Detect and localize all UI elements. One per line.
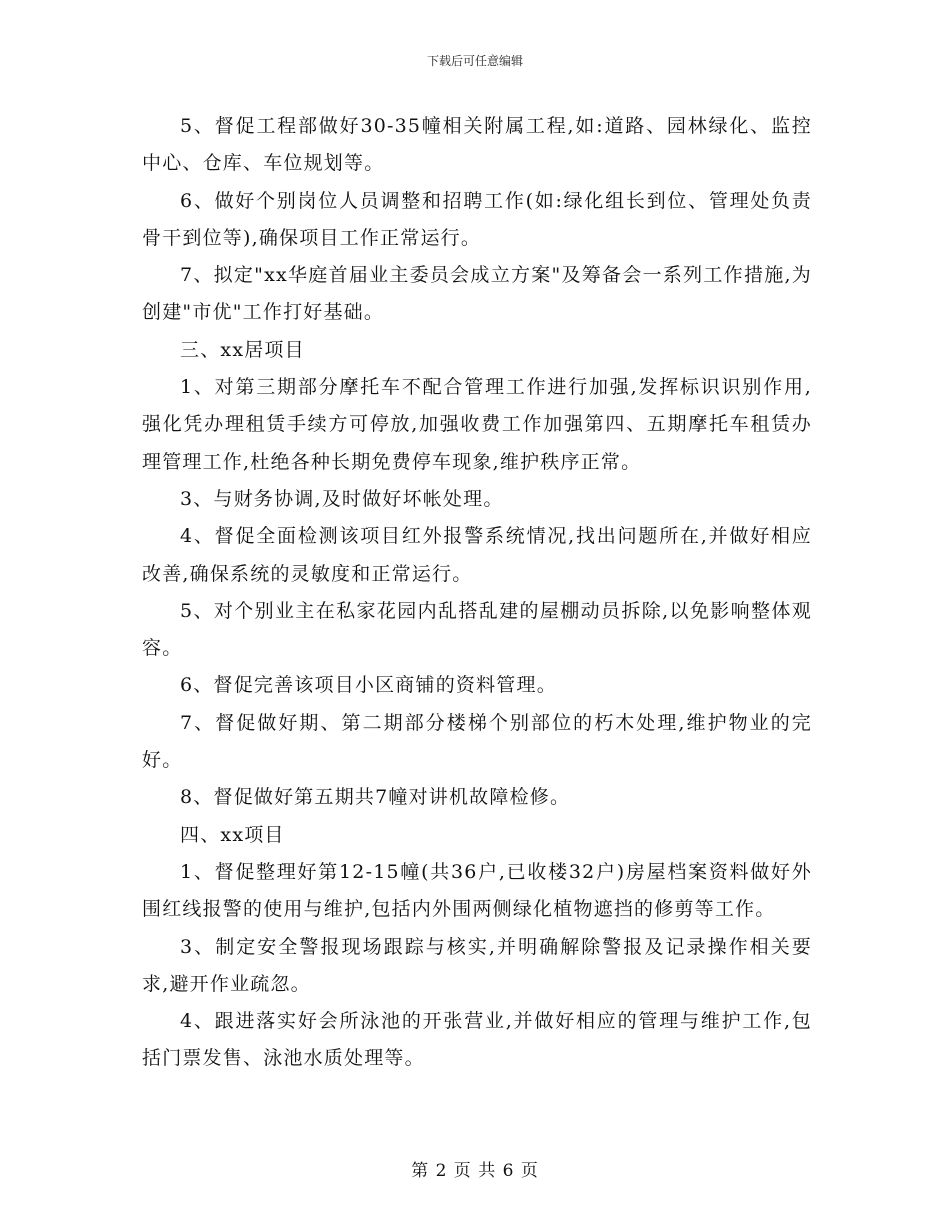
paragraph: 6、督促完善该项目小区商铺的资料管理。	[180, 674, 557, 697]
paragraph: 4、跟进落实好会所泳池的开张营业,并做好相应的管理与维护工作,包括门票发售、泳池水质处理等。	[142, 1010, 812, 1070]
paragraph: 8、督促做好第五期共7幢对讲机故障检修。	[180, 786, 571, 809]
paragraph: 3、制定安全警报现场跟踪与核实,并明确解除警报及记录操作相关要求,避开作业疏忽。	[142, 935, 812, 995]
page-number: 第 2 页 共 6 页	[411, 1161, 539, 1181]
section-heading: 三、xx居项目	[180, 338, 305, 361]
paragraph: 3、与财务协调,及时做好坏帐处理。	[180, 487, 504, 510]
paragraph: 1、对第三期部分摩托车不配合管理工作进行加强,发挥标识识别作用,强化凭办理租赁手续方可停放,加强收费工作加强第四、五期摩托车租赁办理管理工作,杜绝各种长期免费停车现象,维护秩序正常。	[142, 376, 812, 473]
paragraph: 7、督促做好期、第二期部分楼梯个别部位的朽木处理,维护物业的完好。	[142, 711, 812, 772]
paragraph: 5、督促工程部做好30-35幢相关附属工程,如:道路、园林绿化、监控中心、仓库、车位规划等。	[142, 115, 812, 175]
paragraph: 6、做好个别岗位人员调整和招聘工作(如:绿化组长到位、管理处负责骨干到位等),确保项目工作正常运行。	[142, 189, 812, 249]
paragraph: 1、督促整理好第12-15幢(共36户,已收楼32户)房屋档案资料做好外围红线报警的使用与维护,包括内外围两侧绿化植物遮挡的修剪等工作。	[142, 860, 812, 921]
paragraph: 4、督促全面检测该项目红外报警系统情况,找出问题所在,并做好相应改善,确保系统的灵敏度和正常运行。	[142, 525, 812, 585]
document-body	[142, 108, 812, 1078]
section-heading: 四、xx项目	[180, 823, 285, 846]
paragraph: 5、对个别业主在私家花园内乱搭乱建的屋棚动员拆除,以免影响整体观容。	[142, 599, 812, 660]
paragraph: 7、拟定"xx华庭首届业主委员会成立方案"及筹备会一系列工作措施,为创建"市优"工作打好基础。	[142, 264, 812, 324]
page-header-note: 下载后可任意编辑	[426, 54, 523, 68]
